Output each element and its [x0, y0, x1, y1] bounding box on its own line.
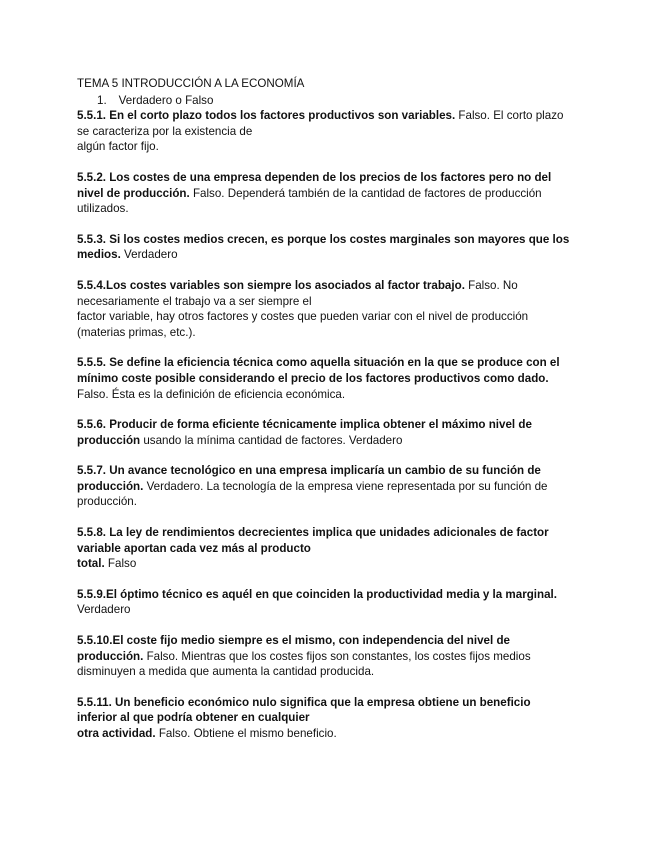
question-text: variable aportan cada vez más al producto [77, 541, 311, 555]
section-label: Verdadero o Falso [118, 93, 214, 107]
answer-text: necesariamente el trabajo va a ser siempre el [77, 294, 312, 308]
question-text: 5.5.3. Si los costes medios crecen, es porque los costes marginales son mayores que los [77, 232, 570, 246]
answer-text: usando la mínima cantidad de factores. Verdadero [140, 433, 403, 447]
question-text: 5.5.9.El óptimo técnico es aquél en que coinciden la productividad media y la marginal. [77, 587, 557, 601]
document-title: TEMA 5 INTRODUCCIÓN A LA ECONOMÍA [77, 77, 305, 90]
question-5-5-4 [77, 278, 582, 340]
question-text: 5.5.7. Un avance tecnológico en una empresa implicaría un cambio de su función de [77, 464, 541, 478]
question-5-5-5 [77, 355, 582, 402]
answer-text: factor variable, hay otros factores y costes que pueden variar con el nivel de producción [77, 310, 529, 324]
answer-text: Falso. Obtiene el mismo beneficio. [155, 727, 337, 740]
question-5-5-10 [77, 633, 582, 680]
question-text: inferior al que podría obtener en cualquier [77, 711, 310, 725]
question-text: medios. [77, 248, 121, 262]
question-text: 5.5.6. Producir de forma eficiente técnicamente implica obtener el máximo nivel de [77, 418, 532, 432]
section-list-item [97, 93, 582, 109]
answer-text: (materias primas, etc.). [77, 325, 196, 339]
answer-text: Verdadero [77, 603, 131, 617]
answer-text: utilizados. [77, 202, 129, 216]
question-text: total. [77, 557, 105, 571]
question-text: 5.5.1. En el corto plazo todos los factores productivos son variables. [77, 109, 456, 123]
answer-text: Falso [104, 557, 137, 571]
answer-text: Verdadero [120, 248, 178, 262]
answer-text: Falso. Mientras que los costes fijos son constantes, los costes fijos medios [143, 649, 531, 663]
question-5-5-9 [77, 587, 582, 618]
question-text: 5.5.8. La ley de rendimientos decrecientes implica que unidades adicionales de factor [77, 526, 549, 540]
question-5-5-2 [77, 170, 582, 217]
question-5-5-6 [77, 417, 582, 448]
answer-text: Falso. Dependerá también de la cantidad de factores de producción [189, 186, 542, 200]
question-text: 5.5.5. Se define la eficiencia técnica como aquella situación en la que se produce con el [77, 356, 560, 370]
question-text: 5.5.4.Los costes variables son siempre los asociados al factor trabajo. [77, 278, 465, 292]
question-5-5-3 [77, 232, 582, 263]
answer-text: se caracteriza por la existencia de [77, 124, 253, 138]
answer-text: algún factor fijo. [77, 140, 159, 154]
question-text: mínimo coste posible considerando el precio de los factores productivos como dado. [77, 371, 549, 385]
answer-text: Falso. El corto plazo [455, 109, 564, 123]
question-text: 5.5.10.El coste fijo medio siempre es el mismo, con independencia del nivel de [77, 634, 510, 648]
question-text: 5.5.11. Un beneficio económico nulo significa que la empresa obtiene un beneficio [77, 695, 531, 709]
answer-text: disminuyen a medida que aumenta la cantidad producida. [77, 665, 375, 679]
question-text: nivel de producción. [77, 186, 190, 200]
question-text: producción. [77, 479, 144, 493]
question-text: otra actividad. [77, 727, 156, 740]
question-text: producción. [77, 649, 144, 663]
question-text: producción [77, 433, 141, 447]
answer-text: Verdadero. La tecnología de la empresa viene representada por su función de [143, 479, 548, 493]
question-5-5-11 [77, 695, 582, 742]
question-text: 5.5.2. Los costes de una empresa dependen de los precios de los factores pero no del [77, 170, 552, 184]
answer-text: Falso. Ésta es la definición de eficiencia económica. [77, 387, 346, 401]
answer-text: Falso. No [464, 278, 518, 292]
question-5-5-7 [77, 463, 582, 510]
question-5-5-1 [77, 108, 582, 155]
question-5-5-8 [77, 525, 582, 572]
document-page [77, 76, 582, 757]
section-number: 1. [97, 93, 107, 107]
answer-text: producción. [77, 495, 137, 509]
